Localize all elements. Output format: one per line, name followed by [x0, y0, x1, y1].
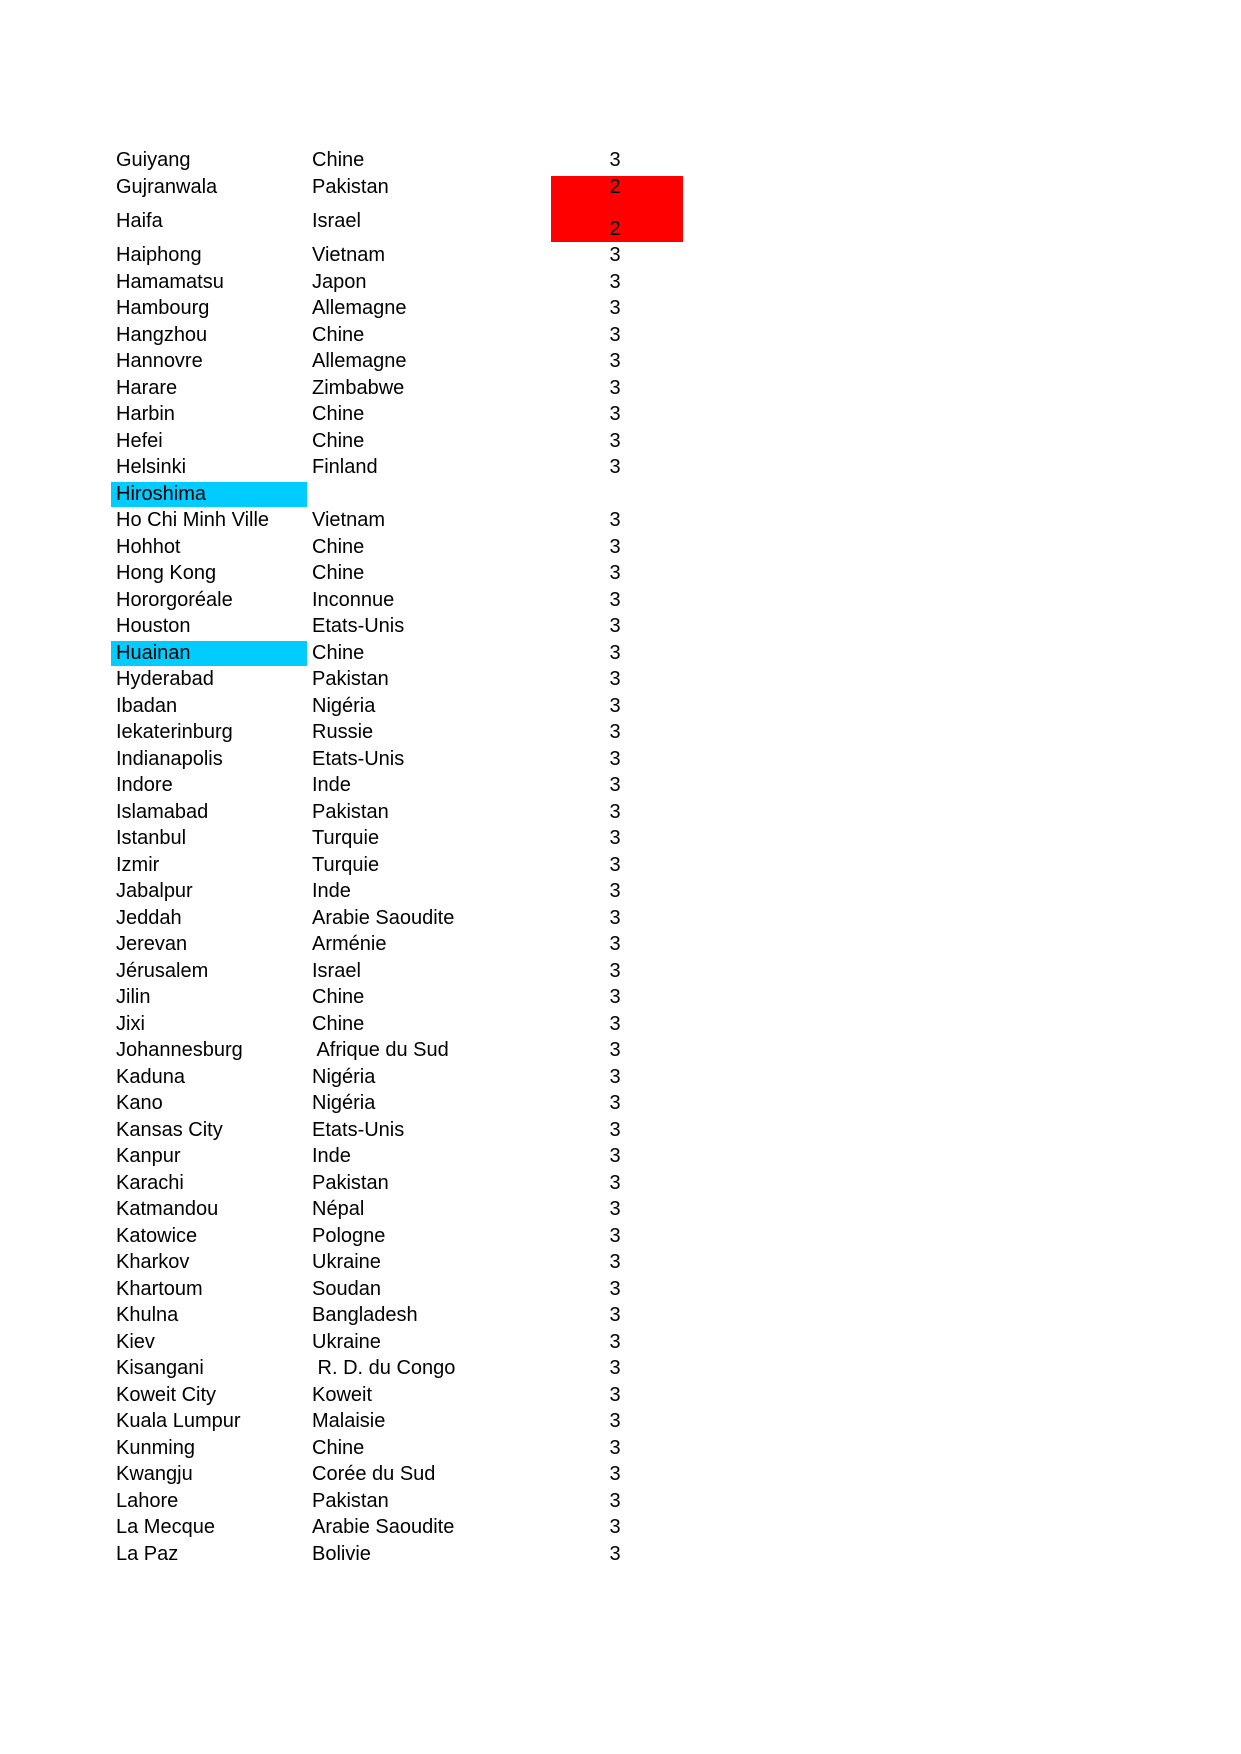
value-cell[interactable]: 3: [609, 1012, 621, 1035]
country-cell[interactable]: Chine: [312, 641, 365, 664]
city-cell[interactable]: Kansas City: [116, 1118, 223, 1141]
value-cell[interactable]: 3: [609, 376, 621, 399]
city-cell[interactable]: Hororgoréale: [116, 588, 233, 611]
value-cell[interactable]: 3: [609, 1118, 621, 1141]
country-cell[interactable]: Pakistan: [312, 668, 389, 690]
city-cell[interactable]: Jixi: [116, 1012, 145, 1035]
country-cell[interactable]: Chine: [312, 149, 365, 171]
city-cell[interactable]: Katmandou: [116, 1198, 219, 1220]
city-cell[interactable]: Hong Kong: [116, 562, 217, 584]
country-cell[interactable]: Inconnue: [312, 588, 395, 611]
city-cell[interactable]: Kharkov: [116, 1251, 190, 1273]
country-cell[interactable]: Bolivie: [312, 1542, 371, 1565]
value-cell[interactable]: 3: [609, 641, 621, 664]
value-cell[interactable]: 3: [609, 1065, 621, 1088]
value-cell[interactable]: 3: [609, 323, 621, 346]
country-cell[interactable]: Turquie: [312, 853, 380, 876]
country-cell[interactable]: Chine: [312, 986, 365, 1008]
country-cell[interactable]: Ukraine: [312, 1251, 381, 1273]
city-cell[interactable]: Kunming: [116, 1436, 195, 1459]
country-cell[interactable]: Turquie: [312, 827, 380, 849]
city-cell[interactable]: Kanpur: [116, 1145, 181, 1167]
country-cell[interactable]: Vietnam: [312, 244, 386, 266]
country-cell[interactable]: Chine: [312, 323, 365, 346]
city-cell[interactable]: Katowice: [116, 1224, 198, 1247]
country-cell[interactable]: Etats-Unis: [312, 747, 405, 770]
country-cell[interactable]: Israel: [312, 210, 361, 232]
country-cell[interactable]: Arabie Saoudite: [312, 1516, 455, 1538]
country-cell[interactable]: Chine: [312, 403, 365, 425]
value-cell[interactable]: 3: [609, 1198, 621, 1220]
city-cell[interactable]: Haiphong: [116, 244, 202, 266]
city-cell[interactable]: Kwangju: [116, 1463, 193, 1485]
city-cell[interactable]: Iekaterinburg: [116, 721, 233, 743]
value-cell[interactable]: 3: [609, 1092, 621, 1114]
country-cell[interactable]: Inde: [312, 880, 351, 902]
city-cell[interactable]: Hefei: [116, 429, 163, 452]
value-cell[interactable]: 3: [609, 1410, 621, 1432]
city-cell[interactable]: Indianapolis: [116, 747, 223, 770]
country-cell[interactable]: Nigéria: [312, 694, 376, 717]
country-cell[interactable]: Etats-Unis: [312, 1118, 405, 1141]
city-cell[interactable]: Hannovre: [116, 350, 203, 372]
value-cell[interactable]: [608, 482, 622, 506]
value-cell[interactable]: 3: [609, 668, 621, 690]
value-cell[interactable]: 3: [609, 429, 621, 452]
value-cell[interactable]: 3: [609, 827, 621, 849]
country-cell[interactable]: Népal: [312, 1198, 365, 1220]
value-cell[interactable]: 3: [609, 800, 621, 823]
value-cell[interactable]: 3: [609, 244, 621, 266]
value-cell[interactable]: 3: [609, 1383, 621, 1406]
value-cell[interactable]: 3: [609, 1330, 621, 1353]
city-cell[interactable]: La Paz: [116, 1542, 179, 1565]
country-cell[interactable]: Finland: [312, 456, 378, 478]
value-cell[interactable]: 3: [609, 403, 621, 425]
country-cell[interactable]: Arabie Saoudite: [312, 906, 455, 929]
value-cell[interactable]: 3: [609, 270, 621, 293]
value-cell[interactable]: 3: [609, 986, 621, 1008]
country-cell[interactable]: Bangladesh: [312, 1304, 418, 1326]
city-cell[interactable]: Jeddah: [116, 906, 182, 929]
country-cell[interactable]: Pakistan: [312, 175, 389, 198]
city-cell[interactable]: Karachi: [116, 1171, 184, 1194]
city-cell[interactable]: Hambourg: [116, 297, 210, 319]
value-cell[interactable]: 3: [609, 1277, 621, 1300]
city-cell[interactable]: La Mecque: [116, 1516, 215, 1538]
value-cell[interactable]: 3: [609, 1463, 621, 1485]
value-cell[interactable]: 3: [609, 959, 621, 982]
value-cell[interactable]: 3: [609, 747, 621, 770]
city-cell[interactable]: Ibadan: [116, 694, 178, 717]
city-cell[interactable]: Kiev: [116, 1330, 155, 1353]
country-cell[interactable]: Inde: [312, 774, 351, 796]
value-cell[interactable]: 3: [609, 615, 621, 637]
city-cell[interactable]: Hangzhou: [116, 323, 208, 346]
city-cell[interactable]: Gujranwala: [116, 175, 218, 198]
city-cell[interactable]: Lahore: [116, 1489, 179, 1512]
country-cell[interactable]: Ukraine: [312, 1330, 381, 1353]
city-cell[interactable]: Indore: [116, 774, 173, 796]
value-cell[interactable]: 3: [609, 509, 621, 531]
value-cell[interactable]: 3: [609, 1542, 621, 1565]
value-cell[interactable]: 2: [609, 218, 621, 240]
country-cell[interactable]: Allemagne: [312, 350, 407, 372]
country-cell[interactable]: Inde: [312, 1145, 351, 1167]
country-cell[interactable]: Vietnam: [312, 509, 386, 531]
city-cell[interactable]: Khulna: [116, 1304, 179, 1326]
city-cell[interactable]: Hohhot: [116, 535, 181, 558]
country-cell[interactable]: Pakistan: [312, 1171, 389, 1194]
country-cell[interactable]: Pologne: [312, 1224, 386, 1247]
country-cell[interactable]: Soudan: [312, 1277, 381, 1300]
country-cell[interactable]: Chine: [312, 562, 365, 584]
value-cell[interactable]: 3: [609, 1357, 621, 1379]
country-cell[interactable]: Japon: [312, 270, 367, 293]
value-cell[interactable]: 3: [609, 906, 621, 929]
value-cell[interactable]: 3: [609, 588, 621, 611]
city-cell[interactable]: Khartoum: [116, 1277, 203, 1300]
country-cell[interactable]: Pakistan: [312, 1489, 389, 1512]
city-cell[interactable]: Jerevan: [116, 933, 188, 955]
city-cell[interactable]: Jérusalem: [116, 959, 209, 982]
value-cell[interactable]: 3: [609, 1489, 621, 1512]
country-cell[interactable]: Israel: [312, 959, 361, 982]
value-cell[interactable]: 3: [609, 1436, 621, 1459]
value-cell[interactable]: 3: [609, 694, 621, 717]
value-cell[interactable]: 3: [609, 1224, 621, 1247]
country-cell[interactable]: Pakistan: [312, 800, 389, 823]
value-cell[interactable]: 3: [609, 1304, 621, 1326]
value-cell[interactable]: 3: [609, 774, 621, 796]
value-cell[interactable]: 3: [609, 1516, 621, 1538]
country-cell[interactable]: Afrique du Sud: [312, 1039, 449, 1061]
value-cell[interactable]: 3: [609, 853, 621, 876]
value-cell[interactable]: 2: [609, 175, 621, 198]
country-cell[interactable]: Chine: [312, 535, 365, 558]
city-cell[interactable]: Hiroshima: [116, 482, 207, 505]
city-cell[interactable]: Guiyang: [116, 149, 191, 171]
country-cell[interactable]: Russie: [312, 721, 374, 743]
city-cell[interactable]: Helsinki: [116, 456, 187, 478]
country-cell[interactable]: Arménie: [312, 933, 387, 955]
city-cell[interactable]: Kisangani: [116, 1357, 204, 1379]
country-cell[interactable]: Chine: [312, 429, 365, 452]
city-cell[interactable]: Koweit City: [116, 1383, 217, 1406]
city-cell[interactable]: Kano: [116, 1092, 163, 1114]
value-cell[interactable]: 3: [609, 933, 621, 955]
country-cell[interactable]: Malaisie: [312, 1410, 386, 1432]
city-cell[interactable]: Hamamatsu: [116, 270, 224, 293]
city-cell[interactable]: Kaduna: [116, 1065, 185, 1088]
country-cell[interactable]: Chine: [312, 1012, 365, 1035]
country-cell[interactable]: Corée du Sud: [312, 1463, 436, 1485]
value-cell[interactable]: 3: [609, 297, 621, 319]
city-cell[interactable]: Ho Chi Minh Ville: [116, 509, 270, 531]
value-cell[interactable]: 3: [609, 456, 621, 478]
value-cell[interactable]: 3: [609, 350, 621, 372]
country-cell[interactable]: Nigéria: [312, 1065, 376, 1088]
city-cell[interactable]: Harbin: [116, 403, 175, 425]
value-cell[interactable]: 3: [609, 721, 621, 743]
city-cell[interactable]: Jilin: [116, 986, 151, 1008]
value-cell[interactable]: 3: [609, 1039, 621, 1061]
city-cell[interactable]: Hyderabad: [116, 668, 214, 690]
city-cell[interactable]: Kuala Lumpur: [116, 1410, 241, 1432]
city-cell[interactable]: Istanbul: [116, 827, 187, 849]
city-cell[interactable]: Huainan: [116, 641, 191, 664]
country-cell[interactable]: Nigéria: [312, 1092, 376, 1114]
value-cell[interactable]: 3: [609, 149, 621, 171]
country-cell[interactable]: Zimbabwe: [312, 376, 405, 399]
city-cell[interactable]: Islamabad: [116, 800, 209, 823]
value-cell[interactable]: 3: [609, 1251, 621, 1273]
country-cell[interactable]: R. D. du Congo: [312, 1357, 456, 1379]
value-cell[interactable]: 3: [609, 562, 621, 584]
country-cell[interactable]: Etats-Unis: [312, 615, 405, 637]
value-cell[interactable]: 3: [609, 1145, 621, 1167]
country-cell[interactable]: Allemagne: [312, 297, 407, 319]
city-cell[interactable]: Haifa: [116, 210, 163, 232]
value-cell[interactable]: 3: [609, 1171, 621, 1194]
country-cell[interactable]: Koweit: [312, 1383, 373, 1406]
country-cell[interactable]: Chine: [312, 1436, 365, 1459]
city-cell[interactable]: Izmir: [116, 853, 160, 876]
city-cell[interactable]: Jabalpur: [116, 880, 193, 902]
value-cell[interactable]: 3: [609, 880, 621, 902]
city-cell[interactable]: Houston: [116, 615, 191, 637]
city-cell[interactable]: Harare: [116, 376, 178, 399]
city-cell[interactable]: Johannesburg: [116, 1039, 243, 1061]
value-cell[interactable]: 3: [609, 535, 621, 558]
